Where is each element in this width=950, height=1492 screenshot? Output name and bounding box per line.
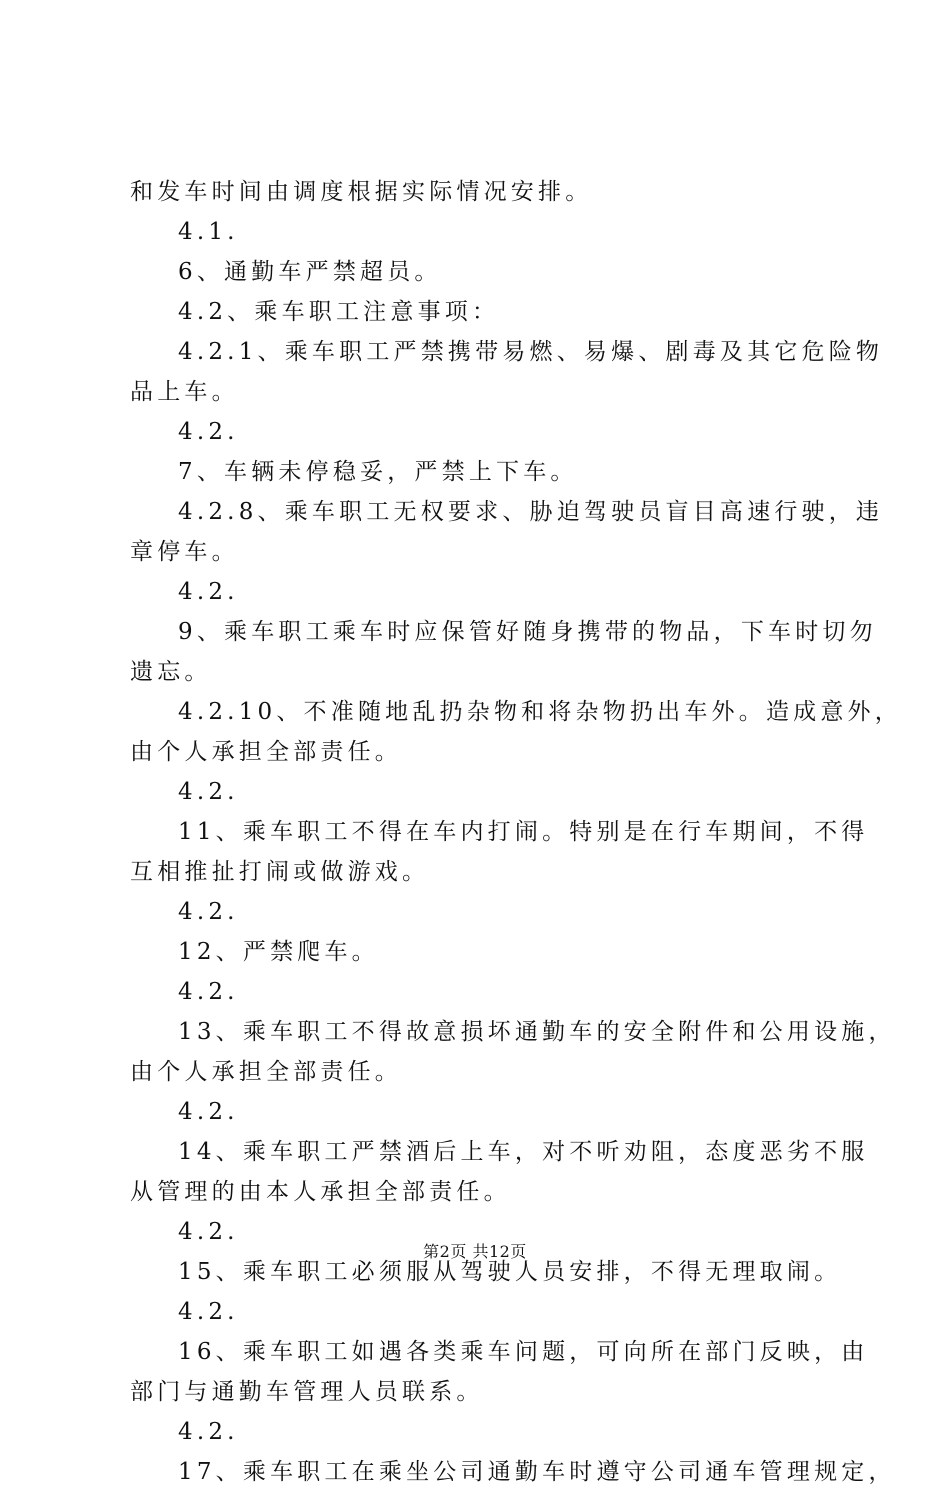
text-line: 16、乘车职工如遇各类乘车问题，可向所在部门反映，由 xyxy=(178,1339,869,1365)
text-line: 12、严禁爬车。 xyxy=(178,939,379,965)
text-line: 遗忘。 xyxy=(130,659,212,685)
document-body xyxy=(130,172,902,1492)
text-line: 4.2. xyxy=(178,979,239,1005)
text-line: 和发车时间由调度根据实际情况安排。 xyxy=(130,179,593,205)
text-line: 4.2.8、乘车职工无权要求、胁迫驾驶员盲目高速行驶，违 xyxy=(178,499,884,525)
text-line: 互相推扯打闹或做游戏。 xyxy=(130,859,430,885)
text-line: 由个人承担全部责任。 xyxy=(130,739,402,765)
text-line: 4.1. xyxy=(178,219,239,245)
page-footer: 第2页 共12页 xyxy=(423,1242,527,1261)
text-line: 9、乘车职工乘车时应保管好随身携带的物品，下车时切勿 xyxy=(178,619,877,645)
text-line: 15、乘车职工必须服从驾驶人员安排，不得无理取闹。 xyxy=(178,1259,842,1285)
text-line: 17、乘车职工在乘坐公司通勤车时遵守公司通车管理规定， xyxy=(178,1459,896,1485)
text-line: 4.2. xyxy=(178,899,239,925)
text-line: 4.2.10、不准随地乱扔杂物和将杂物扔出车外。造成意外， xyxy=(178,699,902,725)
text-line: 4.2. xyxy=(178,1099,239,1125)
text-line: 7、车辆未停稳妥，严禁上下车。 xyxy=(178,459,578,485)
text-line: 部门与通勤车管理人员联系。 xyxy=(130,1379,484,1405)
text-line: 11、乘车职工不得在车内打闹。特别是在行车期间，不得 xyxy=(178,819,869,845)
text-line: 章停车。 xyxy=(130,539,239,565)
text-line: 由个人承担全部责任。 xyxy=(130,1059,402,1085)
text-line: 从管理的由本人承担全部责任。 xyxy=(130,1179,511,1205)
text-line: 品上车。 xyxy=(130,379,239,405)
text-line: 6、通勤车严禁超员。 xyxy=(178,259,442,285)
text-line: 4.2.1、乘车职工严禁携带易燃、易爆、剧毒及其它危险物 xyxy=(178,339,884,365)
text-line: 4.2、乘车职工注意事项： xyxy=(178,299,500,325)
text-line: 4.2. xyxy=(178,779,239,805)
text-line: 4.2. xyxy=(178,419,239,445)
text-line: 4.2. xyxy=(178,1219,239,1245)
text-line: 4.2. xyxy=(178,579,239,605)
text-line: 4.2. xyxy=(178,1419,239,1445)
text-line: 13、乘车职工不得故意损坏通勤车的安全附件和公用设施， xyxy=(178,1019,896,1045)
text-line: 14、乘车职工严禁酒后上车，对不听劝阻，态度恶劣不服 xyxy=(178,1139,869,1165)
text-line: 4.2. xyxy=(178,1299,239,1325)
